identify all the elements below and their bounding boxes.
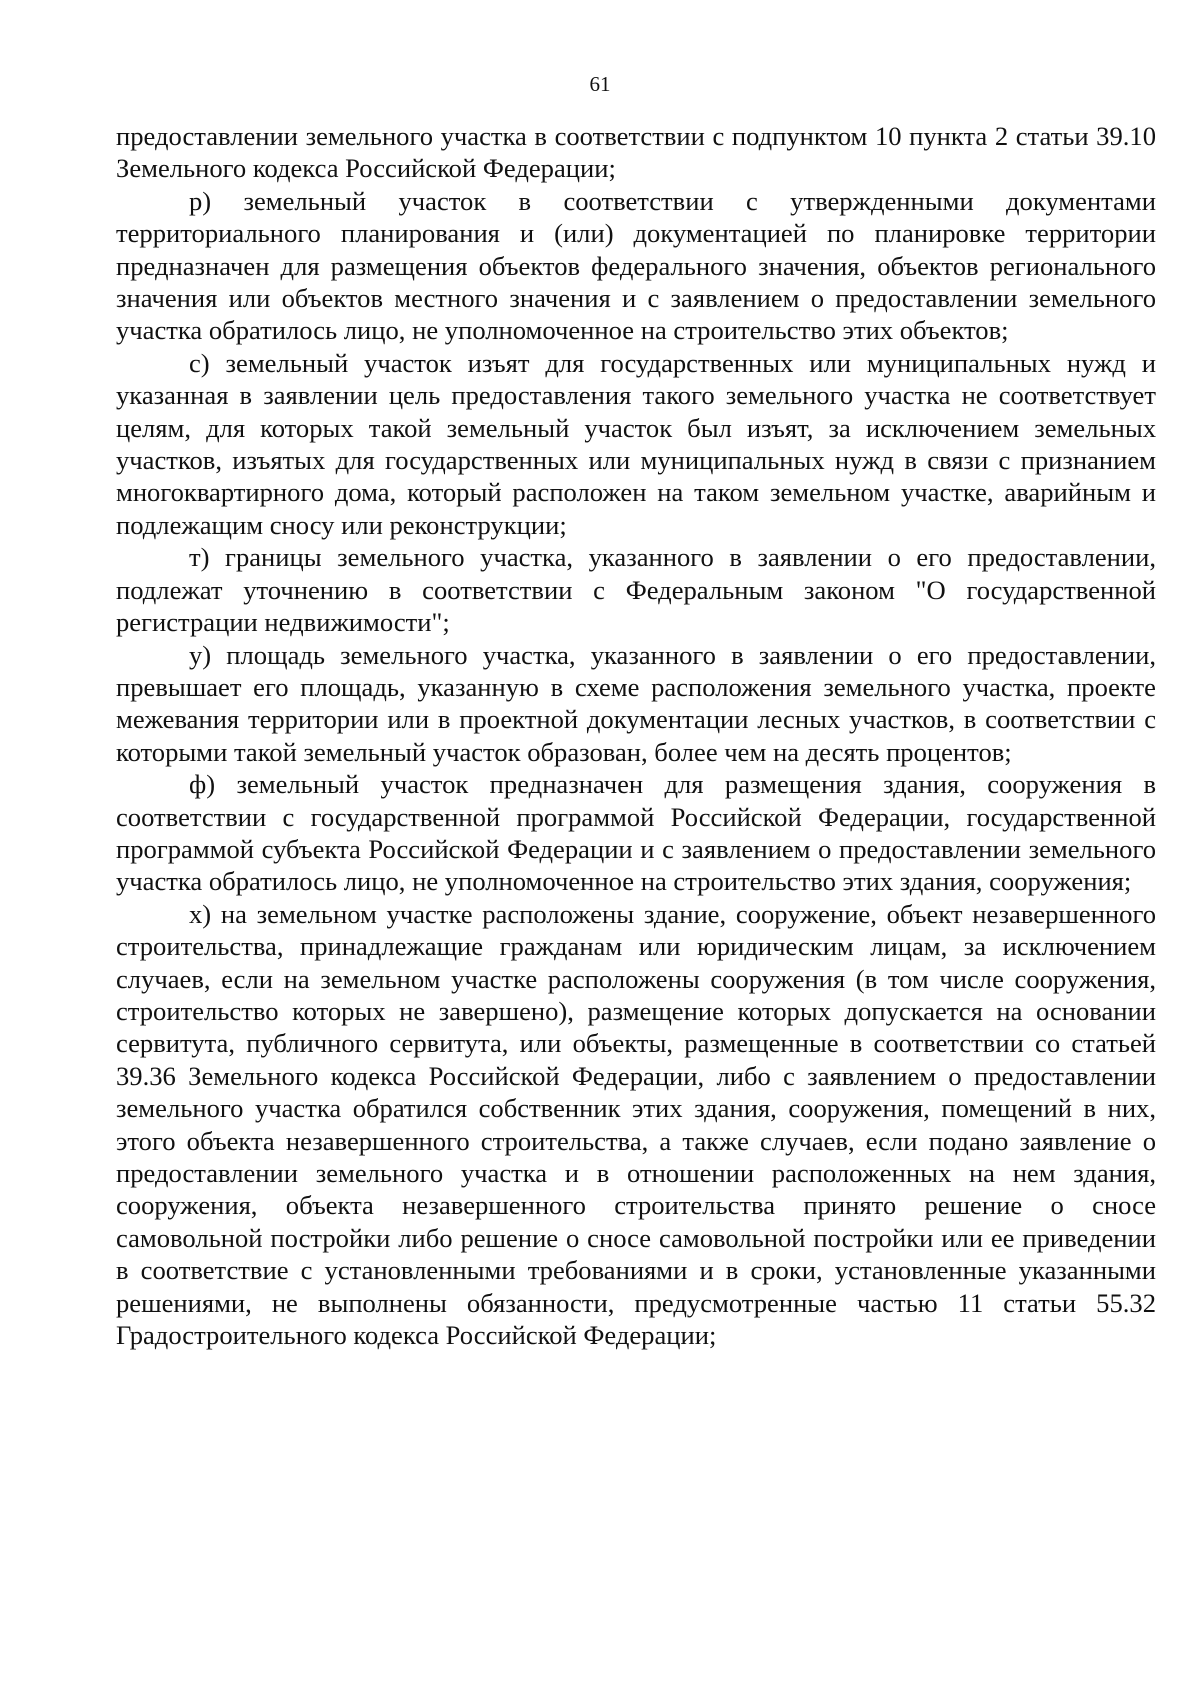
paragraph-item-t: т) границы земельного участка, указанного в заявлении о его предоставлении, подлежат уточнению в соответствии с Федеральным законом "О государственной регистрации недвижимости"; — [116, 542, 1156, 638]
paragraph-item-r: р) земельный участок в соответствии с утвержденными документами территориального планирования и (или) документацией по планировке территории предназначен для размещения объектов федерального значения, объектов регионального значения или объектов местного значения и с заявлением о предоставлении земельного участка обратилось лицо, не уполномоченное на строительство этих объектов; — [116, 185, 1156, 346]
page-number: 61 — [589, 72, 611, 96]
paragraph-item-kh: х) на земельном участке расположены здание, сооружение, объект незавершенного строительства, принадлежащие гражданам или юридическим лицам, за исключением случаев, если на земельном участке расположены сооружения (в том числе сооружения, строительство которых не завершено), размещение которых допускается на основании сервитута, публичного сервитута, или объекты, размещенные в соответствии со статьей 39.36 Земельного кодекса Российской Федерации, либо с заявлением о предоставлении земельного участка обратился собственник этих здания, сооружения, помещений в них, этого объекта незавершенного строительства, а также случаев, если подано заявление о предоставлении земельного участка и в отношении расположенных на нем здания, сооружения, объекта незавершенного строительства принято решение о сносе самовольной постройки либо решение о сносе самовольной постройки или ее приведении в соответствие с установленными требованиями и в сроки, установленные указанными решениями, не выполнены обязанности, предусмотренные частью 11 статьи 55.32 Градостроительного кодекса Российской Федерации; — [116, 898, 1156, 1351]
paragraph-item-s: с) земельный участок изъят для государственных или муниципальных нужд и указанная в заявлении цель предоставления такого земельного участка не соответствует целям, для которых такой земельный участок был изъят, за исключением земельных участков, изъятых для государственных или муниципальных нужд в связи с признанием многоквартирного дома, который расположен на таком земельном участке, аварийным и подлежащим сносу или реконструкции; — [116, 347, 1156, 540]
paragraph-item-u: у) площадь земельного участка, указанного в заявлении о его предоставлении, превышает его площадь, указанную в схеме расположения земельного участка, проекте межевания территории или в проектной документации лесных участков, в соответствии с которыми такой земельный участок образован, более чем на десять процентов; — [116, 639, 1156, 767]
paragraph-continuation: предоставлении земельного участка в соответствии с подпунктом 10 пункта 2 статьи 39.10 Земельного кодекса Российской Федерации; — [116, 121, 1156, 184]
paragraph-item-f: ф) земельный участок предназначен для размещения здания, сооружения в соответствии с государственной программой Российской Федерации, государственной программой субъекта Российской Федерации и с заявлением о предоставлении земельного участка обратилось лицо, не уполномоченное на строительство этих здания, сооружения; — [116, 769, 1156, 897]
document-body — [116, 120, 1156, 1351]
